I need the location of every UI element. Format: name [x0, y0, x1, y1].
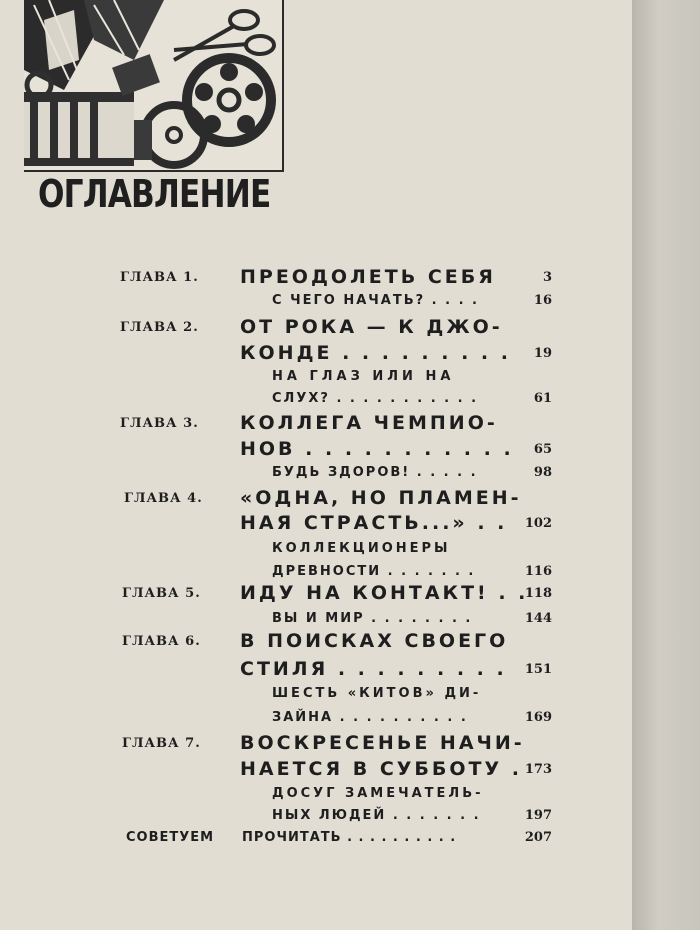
chapter-title: ВОСКРЕСЕНЬЕ НАЧИ- — [240, 732, 525, 754]
section-title-cont: ДРЕВНОСТИ . . . . . . . — [272, 564, 476, 579]
page-number: 16 — [533, 293, 552, 308]
chapter-title: «ОДНА, НО ПЛАМЕН- — [240, 487, 522, 509]
page-number: 3 — [542, 270, 552, 285]
section-title: ДОСУГ ЗАМЕЧАТЕЛЬ- — [272, 786, 484, 801]
page-number: 61 — [533, 391, 552, 406]
chapter-title: В ПОИСКАХ СВОЕГО — [240, 630, 509, 652]
section-title: КОЛЛЕКЦИОНЕРЫ — [272, 541, 451, 556]
page-number: 116 — [524, 564, 552, 579]
chapter-title-cont: СТИЛЯ . . . . . . . . . — [240, 658, 507, 680]
page-number: 151 — [524, 662, 552, 677]
chapter-label: ГЛАВА 7. — [122, 736, 201, 751]
chapter-title-cont: КОНДЕ . . . . . . . . . — [240, 342, 511, 364]
engraved-illustration — [24, 0, 284, 172]
recommended-title: ПРОЧИТАТЬ . . . . . . . . . . — [242, 830, 457, 845]
page-number: 197 — [524, 808, 552, 823]
chapter-title: ИДУ НА КОНТАКТ! . . — [240, 582, 529, 604]
contents-heading: ОГЛАВЛЕНИЕ — [38, 172, 271, 216]
chapter-title-cont: НАЯ СТРАСТЬ...» . . — [240, 512, 508, 534]
section-title: ШЕСТЬ «КИТОВ» ДИ- — [272, 686, 482, 701]
chapter-label: ГЛАВА 6. — [122, 634, 201, 649]
recommended-label: СОВЕТУЕМ — [126, 830, 215, 845]
page-number: 169 — [524, 710, 552, 725]
chapter-title: ПРЕОДОЛЕТЬ СЕБЯ — [240, 266, 496, 288]
adjacent-page-edge — [632, 0, 700, 930]
section-title: БУДЬ ЗДОРОВ! . . . . . — [272, 465, 478, 480]
chapter-title-cont: НОВ . . . . . . . . . . . — [240, 438, 514, 460]
section-title: НА ГЛАЗ ИЛИ НА — [272, 369, 455, 384]
chapter-label: ГЛАВА 4. — [124, 491, 203, 506]
page-number: 102 — [524, 516, 552, 531]
page-number: 65 — [533, 442, 552, 457]
section-title-cont: СЛУХ? . . . . . . . . . . . — [272, 391, 479, 406]
chapter-title: ОТ РОКА — К ДЖО- — [240, 316, 503, 338]
section-title-cont: НЫХ ЛЮДЕЙ . . . . . . . — [272, 808, 481, 823]
page-number: 98 — [533, 465, 552, 480]
chapter-label: ГЛАВА 3. — [120, 416, 199, 431]
page-number: 118 — [524, 586, 552, 601]
chapter-label: ГЛАВА 2. — [120, 320, 199, 335]
chapter-label: ГЛАВА 5. — [122, 586, 201, 601]
chapter-label: ГЛАВА 1. — [120, 270, 199, 285]
page-number: 19 — [533, 346, 552, 361]
chapter-title: КОЛЛЕГА ЧЕМПИО- — [240, 412, 498, 434]
page-number: 173 — [524, 762, 552, 777]
chapter-title-cont: НАЕТСЯ В СУББОТУ . — [240, 758, 522, 780]
page-number: 144 — [524, 611, 552, 626]
section-title-cont: ЗАЙНА . . . . . . . . . . — [272, 710, 468, 725]
section-title: С ЧЕГО НАЧАТЬ? . . . . — [272, 293, 479, 308]
section-title: ВЫ И МИР . . . . . . . . — [272, 611, 473, 626]
page-number: 207 — [524, 830, 552, 845]
